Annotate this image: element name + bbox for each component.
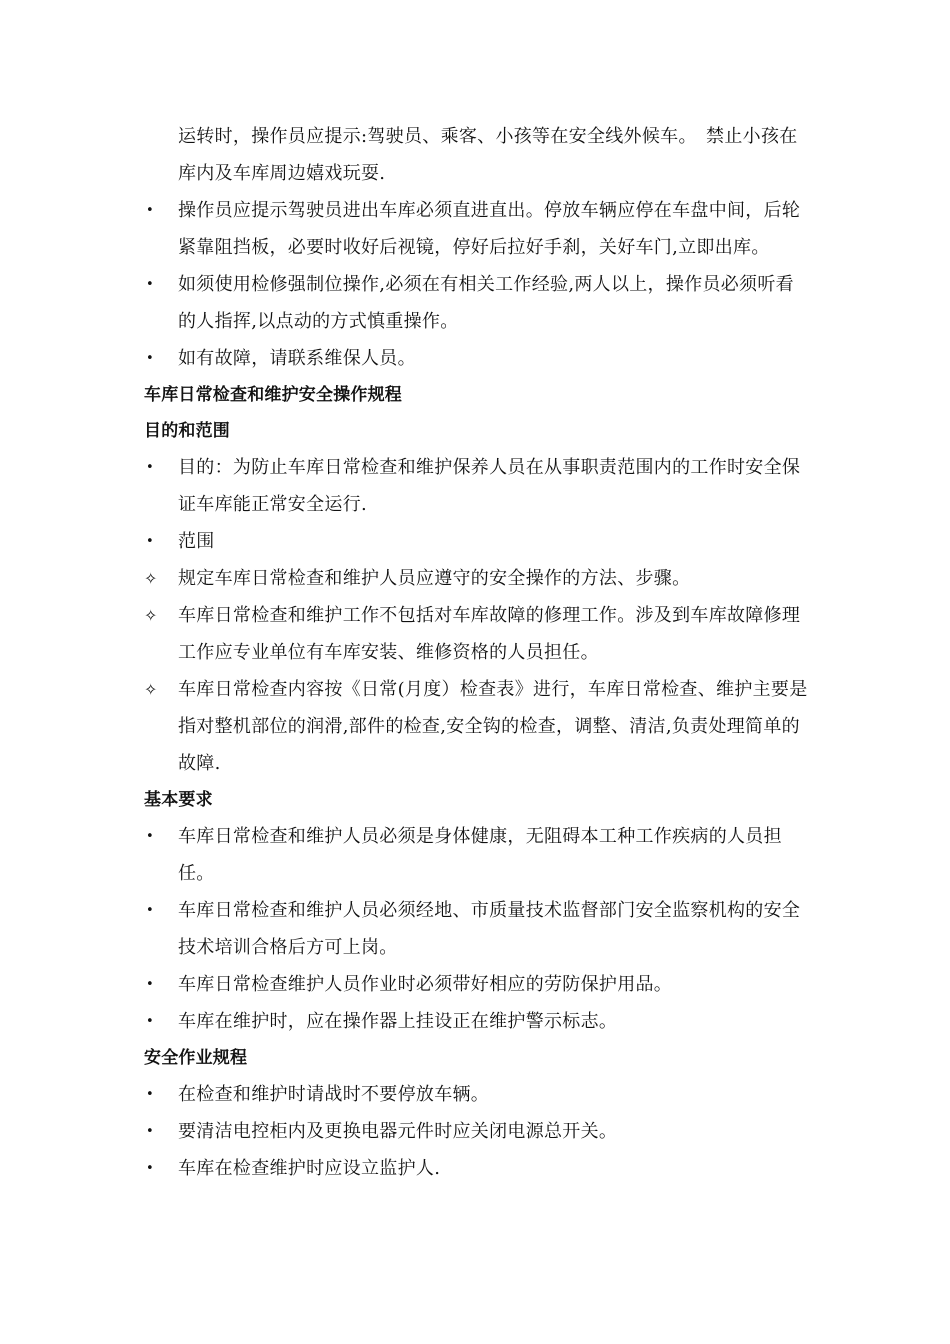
- list-item: [144, 892, 810, 966]
- list-item-text: 如须使用检修强制位操作,必须在有相关工作经验,两人以上，操作员必须听看的人指挥,以点动的方式慎重操作。: [178, 274, 794, 332]
- list-item-text: 车库在维护时，应在操作器上挂设正在维护警示标志。: [178, 1011, 618, 1032]
- bullet-icon: •: [146, 460, 154, 475]
- list-item-text: 车库日常检查和维护人员必须经地、市质量技术监督部门安全监察机构的安全技术培训合格后方可上岗。: [178, 900, 801, 958]
- bullet-icon: •: [146, 1124, 154, 1139]
- list-item: [144, 818, 810, 892]
- bullet-icon: •: [146, 1014, 154, 1029]
- list-item-text: 范围: [178, 531, 215, 552]
- list-item: [144, 560, 810, 597]
- bullet-icon: •: [146, 1161, 154, 1176]
- list-item: [144, 1003, 810, 1040]
- list-item-text: 操作员应提示驾驶员进出车库必须直进直出。停放车辆应停在车盘中间，后轮紧靠阻挡板，必要时收好后视镜，停好后拉好手刹，关好车门,立即出库。: [178, 200, 801, 258]
- list-item: [144, 523, 810, 560]
- document-body: [144, 118, 810, 1187]
- list-item: [144, 1076, 810, 1113]
- list-item: [144, 597, 810, 671]
- section-heading-basic: 基本要求: [144, 790, 213, 810]
- diamond-icon: ✧: [144, 680, 158, 699]
- diamond-icon: ✧: [144, 606, 158, 625]
- bullet-icon: •: [146, 1087, 154, 1102]
- bullet-icon: •: [146, 351, 154, 366]
- document-title: 车库日常检查和维护安全操作规程: [144, 385, 402, 405]
- bullet-icon: •: [146, 977, 154, 992]
- list-item-text: 车库日常检查和维护人员必须是身体健康，无阻碍本工种工作疾病的人员担任。: [178, 826, 782, 884]
- list-item: [144, 1150, 810, 1187]
- bullet-icon: •: [146, 903, 154, 918]
- list-item-text: 如有故障，请联系维保人员。: [178, 348, 416, 369]
- list-item-text: 车库在检查维护时应设立监护人.: [178, 1158, 441, 1179]
- list-item-text: 车库日常检查内容按《日常(月度）检查表》进行，车库日常检查、维护主要是指对整机部位的润滑,部件的检查,安全钩的检查，调整、清洁,负责处理简单的故障.: [178, 679, 808, 774]
- list-item: [144, 340, 810, 377]
- bullet-icon: •: [146, 203, 154, 218]
- list-item-text: 目的：为防止车库日常检查和维护保养人员在从事职责范围内的工作时安全保证车库能正常安全运行.: [178, 457, 801, 515]
- list-item-text: 车库日常检查维护人员作业时必须带好相应的劳防保护用品。: [178, 974, 673, 995]
- list-item: [144, 966, 810, 1003]
- list-item: [144, 266, 810, 340]
- intro-continuation: 运转时，操作员应提示:驾驶员、乘客、小孩等在安全线外候车。 禁止小孩在库内及车库周边嬉戏玩耍.: [178, 126, 798, 184]
- list-item-text: 要清洁电控柜内及更换电器元件时应关闭电源总开关。: [178, 1121, 618, 1142]
- section-heading-safety: 安全作业规程: [144, 1048, 248, 1068]
- list-item-text: 车库日常检查和维护工作不包括对车库故障的修理工作。涉及到车库故障修理工作应专业单位有车库安装、维修资格的人员担任。: [178, 605, 801, 663]
- list-item-text: 在检查和维护时请战时不要停放车辆。: [178, 1084, 490, 1105]
- list-item-text: 规定车库日常检查和维护人员应遵守的安全操作的方法、步骤。: [178, 568, 691, 589]
- bullet-icon: •: [146, 534, 154, 549]
- list-item: [144, 1113, 810, 1150]
- bullet-icon: •: [146, 829, 154, 844]
- section-heading-purpose: 目的和范围: [144, 421, 230, 441]
- list-item: [144, 449, 810, 523]
- list-item: [144, 192, 810, 266]
- list-item: [144, 671, 810, 782]
- bullet-icon: •: [146, 277, 154, 292]
- diamond-icon: ✧: [144, 569, 158, 588]
